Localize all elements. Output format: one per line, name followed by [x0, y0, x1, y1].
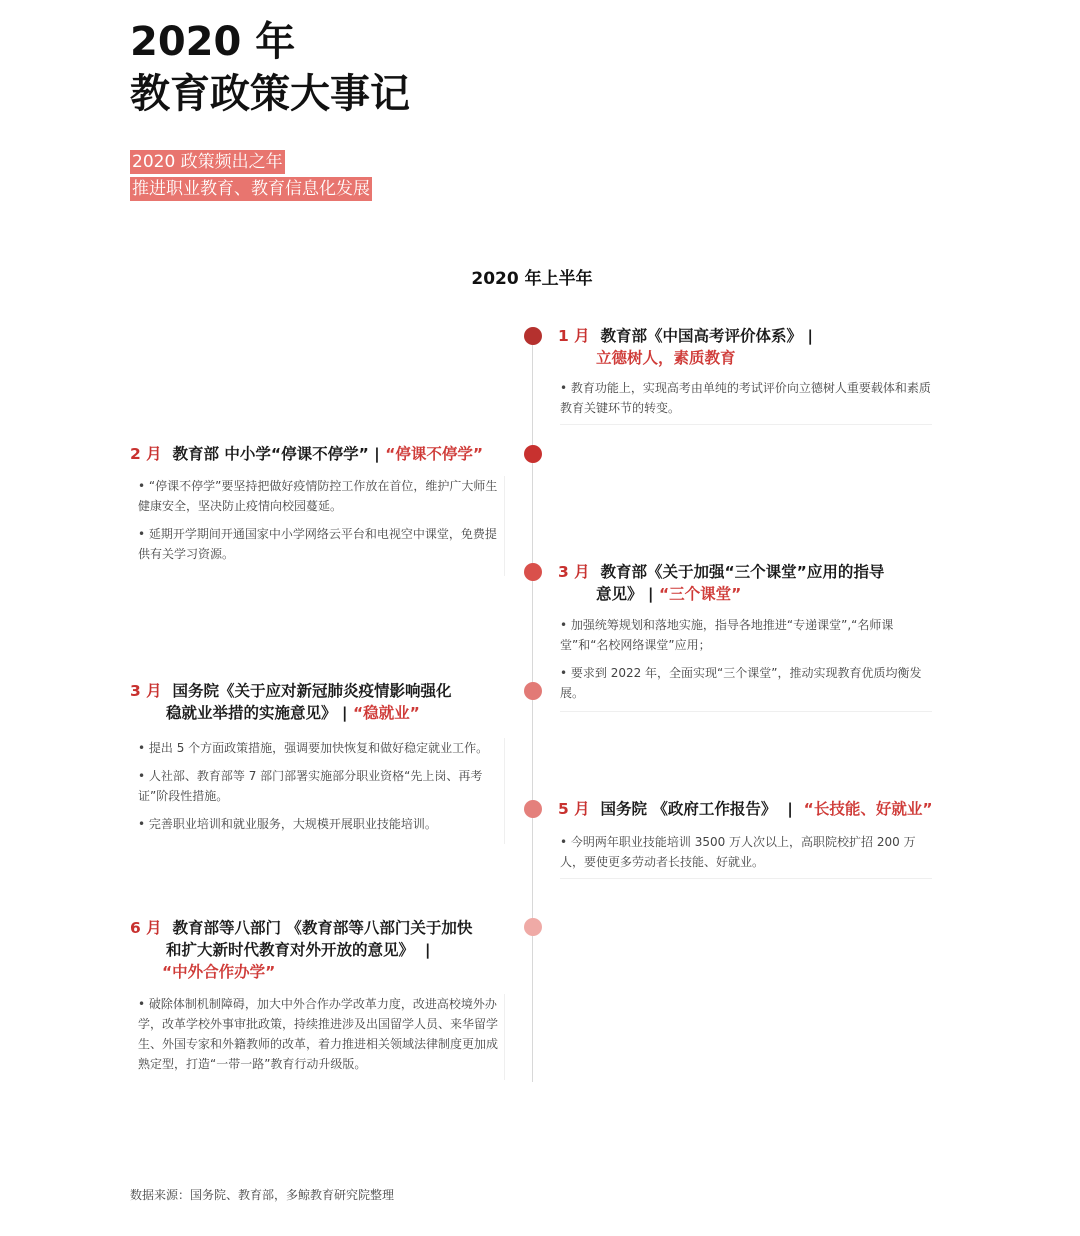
- event-feb-body: [138, 476, 505, 576]
- event-title: 国务院 《政府工作报告》: [600, 800, 777, 818]
- event-month: 1 月: [558, 327, 590, 345]
- event-month: 6 月: [130, 919, 162, 937]
- event-separator: |: [647, 585, 654, 603]
- event-bullet: • “停课不停学”要坚持把做好疫情防控工作放在首位，维护广大师生健康安全，坚决防止疫情向校园蔓延。: [138, 479, 498, 513]
- event-title-cont: 和扩大新时代教育对外开放的意见》: [166, 941, 415, 959]
- event-highlight: 立德树人，素质教育: [596, 349, 736, 367]
- event-bullet: • 加强统筹规划和落地实施，指导各地推进“专递课堂”,“名师课堂”和“名校网络课堂”应用；: [560, 618, 894, 652]
- event-month: 5 月: [558, 800, 590, 818]
- event-title: 教育部《关于加强“三个课堂”应用的指导: [600, 563, 885, 581]
- timeline-dot-mar-1: [524, 563, 542, 581]
- event-bullet: • 提出 5 个方面政策措施，强调要加快恢复和做好稳定就业工作。: [138, 741, 489, 755]
- event-highlight: “三个课堂”: [659, 585, 742, 603]
- event-title: 教育部 中小学“停课不停学”: [172, 445, 369, 463]
- subtitle-tag-1: 2020 政策频出之年: [132, 152, 283, 172]
- event-mar-2-body: [138, 738, 505, 844]
- timeline-dot-jan: [524, 327, 542, 345]
- event-jan-body: [560, 378, 932, 425]
- event-jan-heading: [558, 325, 813, 369]
- event-bullet: • 要求到 2022 年，全面实现“三个课堂”，推动实现教育优质均衡发展。: [560, 666, 922, 700]
- event-highlight: “中外合作办学”: [162, 963, 276, 981]
- data-source-note: 数据来源：国务院、教育部，多鲸教育研究院整理: [130, 1188, 395, 1202]
- event-mar-1-heading: [558, 561, 884, 605]
- event-separator: |: [807, 327, 814, 345]
- event-bullet: • 今明两年职业技能培训 3500 万人次以上，高职院校扩招 200 万人，要使更多劳动者长技能、好就业。: [560, 835, 916, 869]
- event-bullet: • 完善职业培训和就业服务，大规模开展职业技能培训。: [138, 817, 437, 831]
- event-month: 3 月: [130, 682, 162, 700]
- event-jun-body: [138, 994, 505, 1080]
- event-separator: |: [424, 941, 431, 959]
- event-highlight: “长技能、好就业”: [803, 800, 933, 818]
- page-title-year: 2020 年: [130, 19, 296, 65]
- event-bullet: • 教育功能上，实现高考由单纯的考试评价向立德树人重要载体和素质教育关键环节的转变。: [560, 381, 931, 415]
- timeline-axis: [532, 330, 533, 1082]
- section-title: 2020 年上半年: [471, 269, 593, 289]
- event-may-heading: [558, 798, 933, 820]
- event-bullet: • 破除体制机制障碍，加大中外合作办学改革力度，改进高校境外办学，改革学校外事审批政策，持续推进涉及出国留学人员、来华留学生、外国专家和外籍教师的改革，着力推进相关领域法律制度更加成熟定型，打造“一带一路”教育行动升级版。: [138, 997, 499, 1071]
- event-title: 教育部等八部门 《教育部等八部门关于加快: [172, 919, 473, 937]
- event-mar-1-body: [560, 615, 932, 712]
- event-mar-2-heading: [130, 680, 452, 724]
- event-separator: |: [374, 445, 380, 463]
- timeline-dot-mar-2: [524, 682, 542, 700]
- timeline-dot-may: [524, 800, 542, 818]
- event-highlight: “稳就业”: [353, 704, 420, 722]
- event-month: 2 月: [130, 445, 162, 463]
- event-jun-heading: [130, 917, 472, 983]
- event-bullet: • 延期开学期间开通国家中小学网络云平台和电视空中课堂，免费提供有关学习资源。: [138, 527, 497, 561]
- timeline-dot-feb: [524, 445, 542, 463]
- event-title-cont: 稳就业举措的实施意见》: [166, 704, 337, 722]
- timeline-dot-jun: [524, 918, 542, 936]
- event-feb-heading: [130, 443, 483, 465]
- event-highlight: “停课不停学”: [385, 445, 484, 463]
- event-bullet: • 人社部、教育部等 7 部门部署实施部分职业资格“先上岗、再考证”阶段性措施。: [138, 769, 483, 803]
- event-separator: |: [787, 800, 793, 818]
- event-title-cont: 意见》: [596, 585, 643, 603]
- event-separator: |: [341, 704, 348, 722]
- event-title: 国务院《关于应对新冠肺炎疫情影响强化: [172, 682, 452, 700]
- event-title: 教育部《中国高考评价体系》: [600, 327, 802, 345]
- event-may-body: [560, 832, 932, 879]
- subtitle-tag-2: 推进职业教育、教育信息化发展: [132, 179, 370, 199]
- page-title: 教育政策大事记: [130, 71, 410, 117]
- event-month: 3 月: [558, 563, 590, 581]
